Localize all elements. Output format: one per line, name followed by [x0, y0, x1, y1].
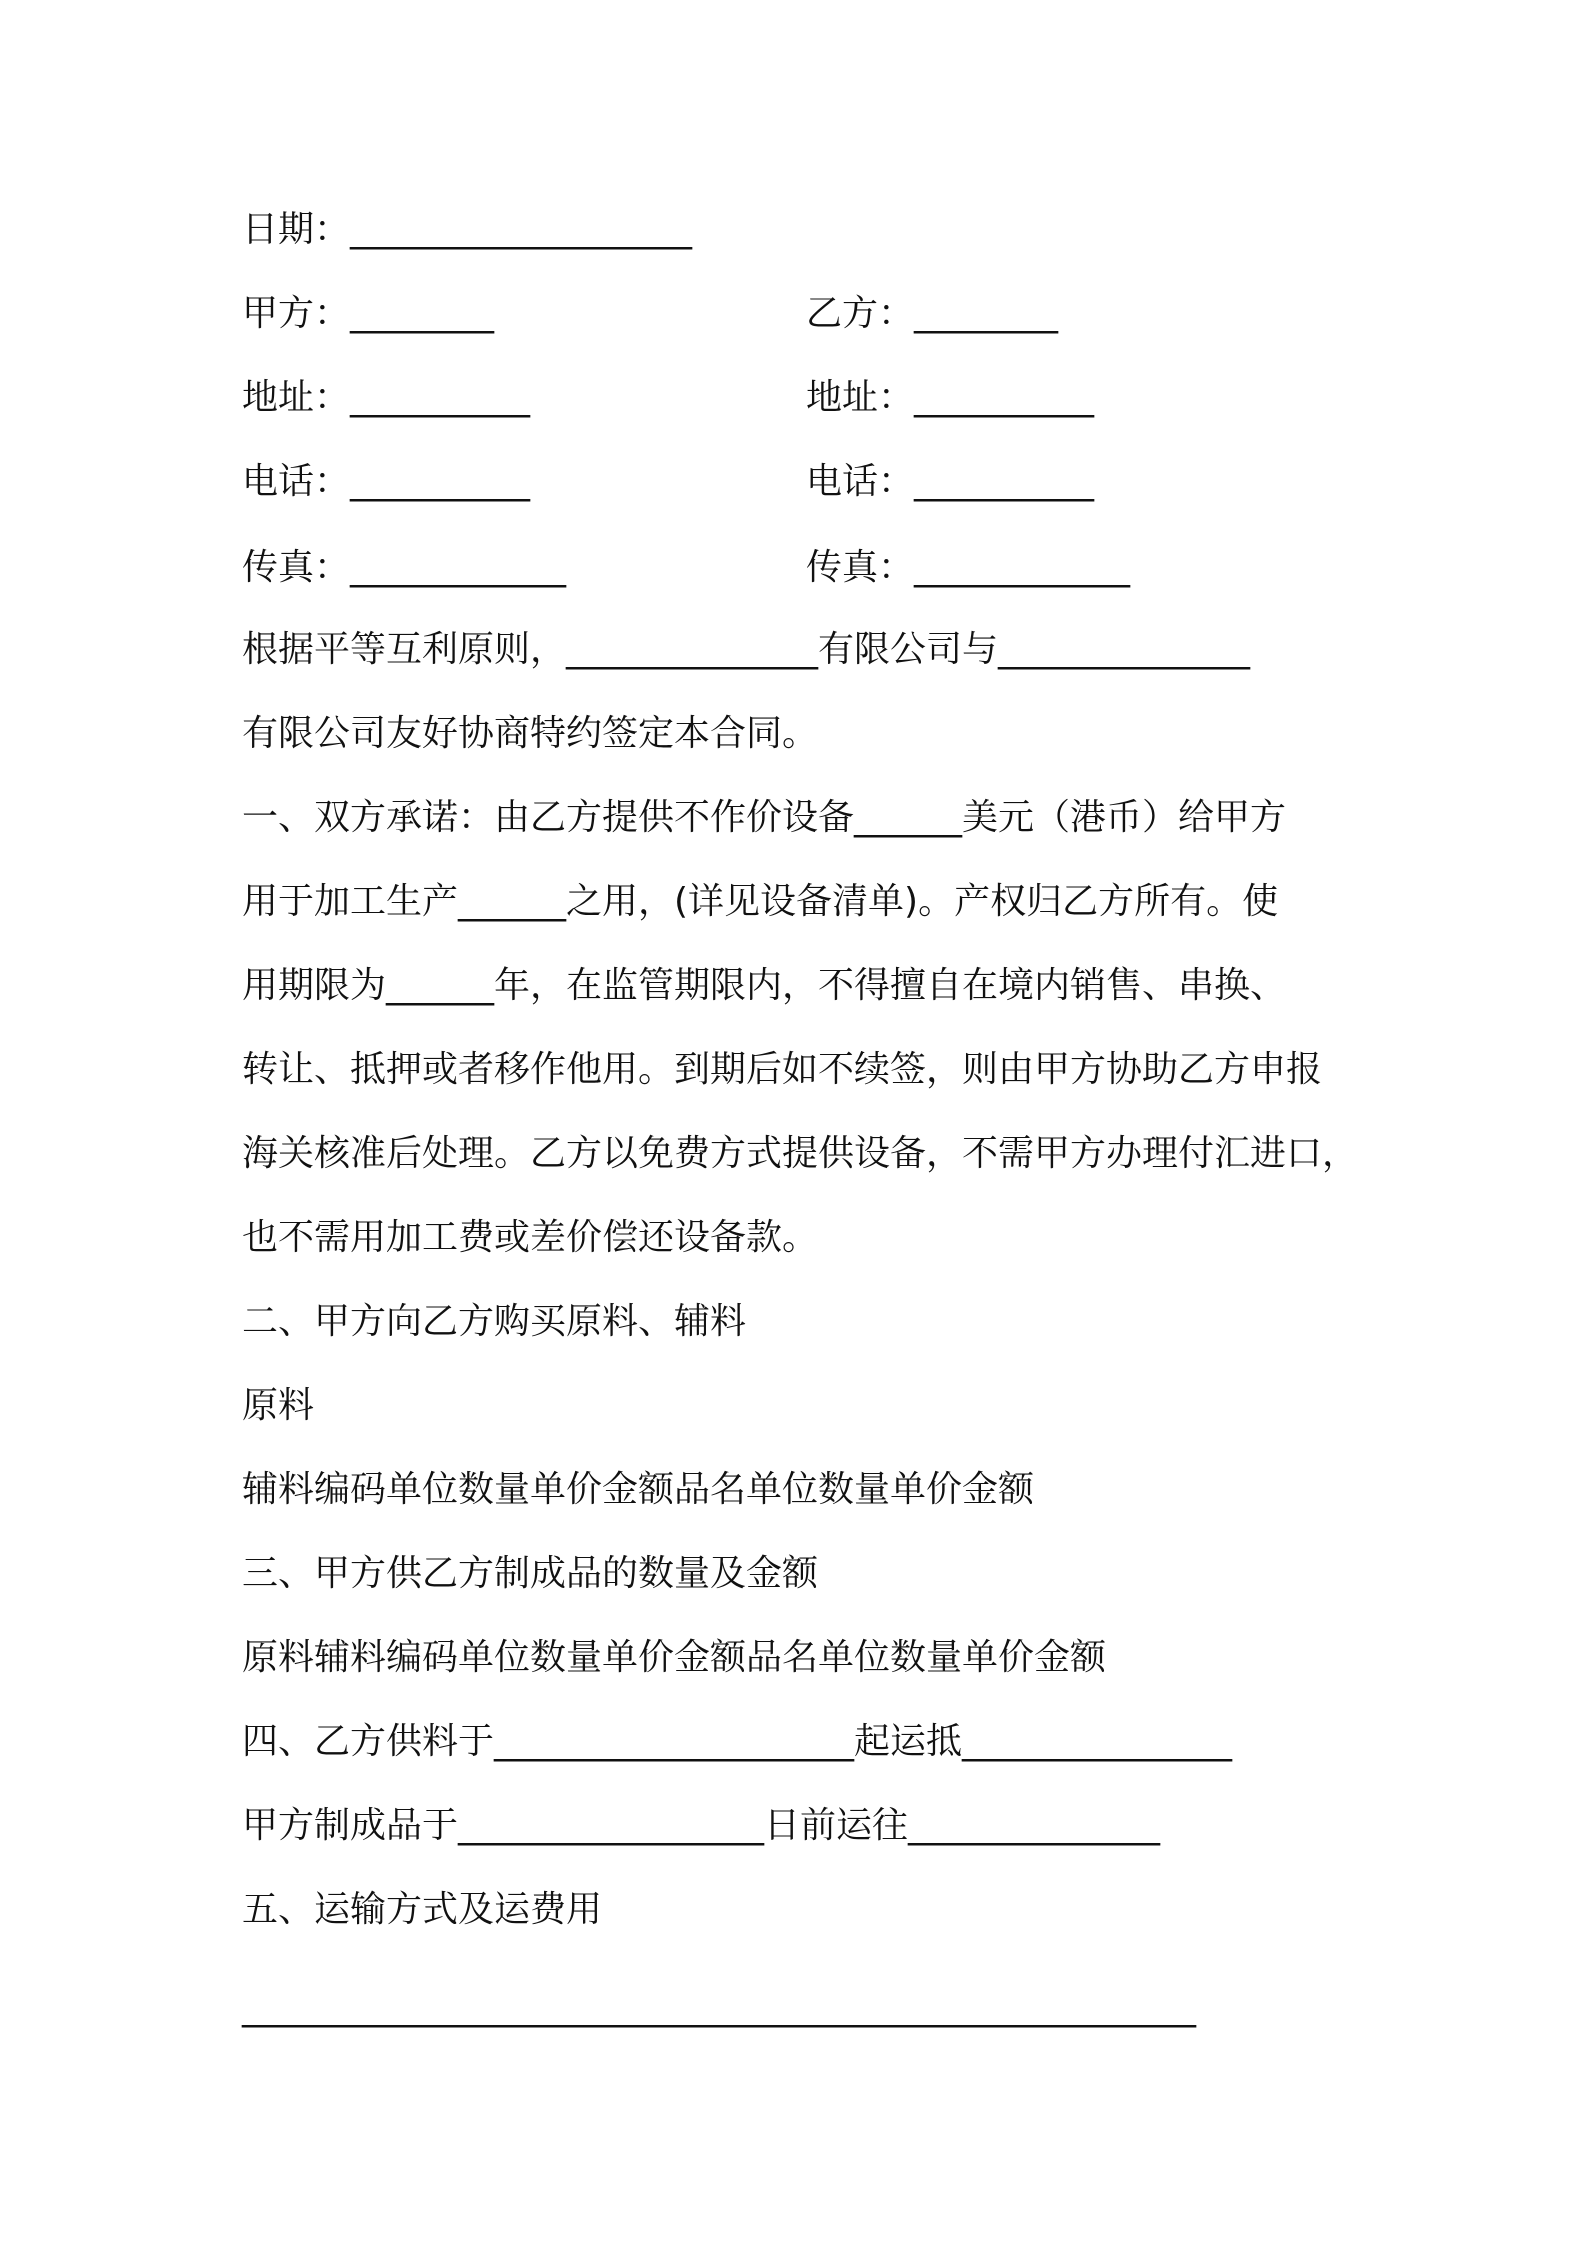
clause2-raw-material: 原料: [242, 1385, 315, 1426]
clause1-line-4: 转让、抵押或者移作他用。到期后如不续签，则由甲方协助乙方申报: [242, 1049, 1323, 1090]
clause3-title: 三、甲方供乙方制成品的数量及金额: [242, 1553, 819, 1594]
clause5-title: 五、运输方式及运费用: [242, 1889, 603, 1930]
clause1-line-5: 海关核准后处理。乙方以免费方式提供设备，不需甲方办理付汇进口，: [242, 1133, 1359, 1174]
fax-b-field: 传真：____________: [806, 547, 1131, 588]
clause1-line-1: 一、双方承诺：由乙方提供不作价设备______美元（港币）给甲方: [242, 797, 1287, 838]
date-field: 日期：___________________: [242, 209, 693, 250]
clause1-line-6: 也不需用加工费或差价偿还设备款。: [242, 1217, 819, 1258]
clause2-table-header: 辅料编码单位数量单价金额品名单位数量单价金额: [242, 1469, 1035, 1510]
phone-b-field: 电话：__________: [806, 461, 1095, 502]
clause1-line-2: 用于加工生产______之用，(详见设备清单)。产权归乙方所有。使: [242, 881, 1279, 922]
clause2-title: 二、甲方向乙方购买原料、辅料: [242, 1301, 747, 1342]
clause4-line-1: 四、乙方供料于____________________起运抵_______________: [242, 1721, 1233, 1762]
party-a-field: 甲方：________: [242, 293, 495, 334]
party-b-field: 乙方：________: [806, 293, 1059, 334]
fax-a-field: 传真：____________: [242, 547, 567, 588]
address-b-field: 地址：__________: [806, 377, 1095, 418]
phone-a-field: 电话：__________: [242, 461, 531, 502]
clause3-table-header: 原料辅料编码单位数量单价金额品名单位数量单价金额: [242, 1637, 1107, 1678]
intro-line-2: 有限公司友好协商特约签定本合同。: [242, 713, 819, 754]
address-a-field: 地址：__________: [242, 377, 531, 418]
clause5-blank-line: _____________________________________________________: [242, 1987, 1196, 2028]
intro-line-1: 根据平等互利原则，______________有限公司与______________: [242, 629, 1251, 670]
clause1-line-3: 用期限为______年，在监管期限内，不得擅自在境内销售、串换、: [242, 965, 1287, 1006]
clause4-line-2: 甲方制成品于_________________日前运往______________: [242, 1805, 1161, 1846]
